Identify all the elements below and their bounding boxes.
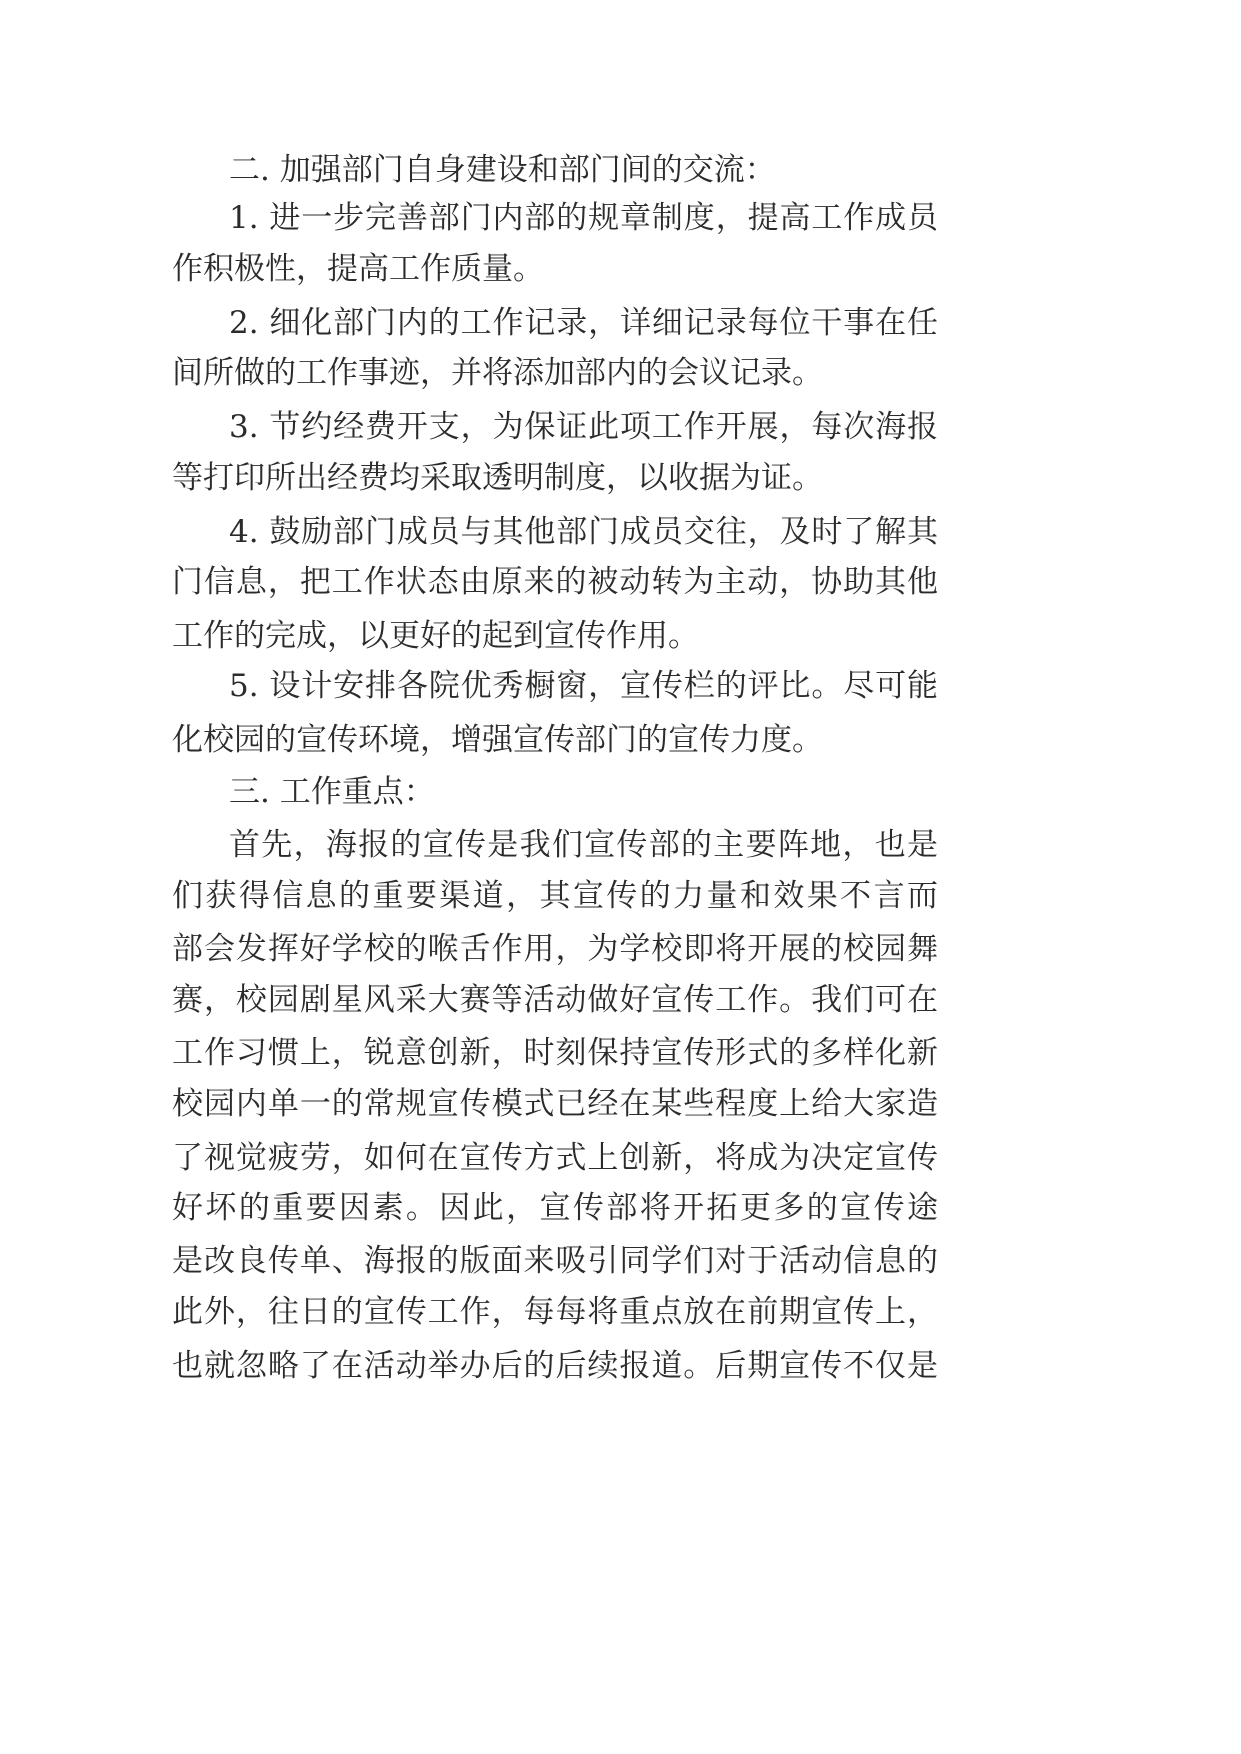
paragraph-line: 间所做的工作事迹，并将添加部内的会议记录。 xyxy=(172,355,823,391)
paragraph-line: 作积极性，提高工作质量。 xyxy=(172,251,544,287)
paragraph-line: 了视觉疲劳，如何在宣传方式上创新，将成为决定宣传 xyxy=(172,1140,938,1176)
paragraph-line: 是改良传单、海报的版面来吸引同学们对于活动信息的 xyxy=(172,1243,938,1279)
paragraph-line: 们获得信息的重要渠道，其宣传的力量和效果不言而 xyxy=(172,878,938,914)
paragraph-line: 门信息，把工作状态由原来的被动转为主动，协助其他 xyxy=(172,564,938,600)
heading-section-three: 三. 工作重点： xyxy=(229,774,435,810)
paragraph-line: 3. 节约经费开支，为保证此项工作开展，每次海报 xyxy=(229,409,938,445)
paragraph-line: 化校园的宣传环境，增强宣传部门的宣传力度。 xyxy=(172,722,823,758)
paragraph-line: 工作习惯上，锐意创新，时刻保持宣传形式的多样化新 xyxy=(172,1035,938,1071)
paragraph-line: 赛，校园剧星风采大赛等活动做好宣传工作。我们可在 xyxy=(172,982,938,1018)
paragraph-line: 4. 鼓励部门成员与其他部门成员交往，及时了解其 xyxy=(229,514,938,550)
paragraph-line: 2. 细化部门内的工作记录，详细记录每位干事在任 xyxy=(229,305,938,341)
paragraph-line: 好坏的重要因素。因此，宣传部将开拓更多的宣传途 xyxy=(172,1190,938,1226)
paragraph-line: 校园内单一的常规宣传模式已经在某些程度上给大家造 xyxy=(172,1086,938,1122)
paragraph-line: 此外，往日的宣传工作，每每将重点放在前期宣传上， xyxy=(172,1294,938,1330)
paragraph-line: 5. 设计安排各院优秀橱窗，宣传栏的评比。尽可能 xyxy=(229,668,938,704)
paragraph-line: 也就忽略了在活动举办后的后续报道。后期宣传不仅是 xyxy=(172,1348,938,1384)
paragraph-line: 部会发挥好学校的喉舌作用，为学校即将开展的校园舞 xyxy=(172,931,938,967)
paragraph-line: 等打印所出经费均采取透明制度，以收据为证。 xyxy=(172,460,823,496)
paragraph-line: 首先，海报的宣传是我们宣传部的主要阵地，也是 xyxy=(229,827,938,863)
paragraph-line: 1. 进一步完善部门内部的规章制度，提高工作成员 xyxy=(229,200,938,236)
heading-section-two: 二. 加强部门自身建设和部门间的交流： xyxy=(229,152,776,188)
paragraph-line: 工作的完成，以更好的起到宣传作用。 xyxy=(172,618,699,654)
